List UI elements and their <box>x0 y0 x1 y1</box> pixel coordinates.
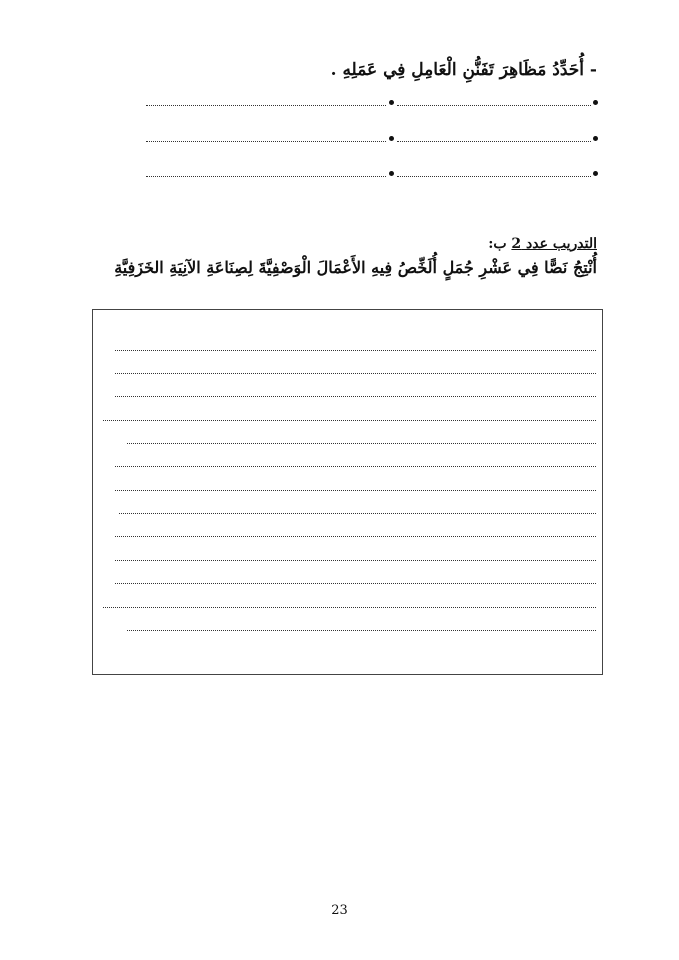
bullet-icon <box>593 100 598 105</box>
bullet-icon <box>389 171 394 176</box>
writing-line[interactable] <box>115 350 596 351</box>
page-number: 23 <box>331 903 348 918</box>
writing-line[interactable] <box>115 536 596 537</box>
answer-line-right[interactable] <box>397 131 591 142</box>
exercise-instruction: أُنْتِجُ نَصًّا فِي عَشْرِ جُمَلٍ أُلَخِّصُ فِيهِ الأَعْمَالَ الْوَصْفِيَّةَ لِصِنَاعَةِ الآنِيَةِ الخَزَفِيَّةِ <box>114 258 597 277</box>
writing-line[interactable] <box>115 490 596 491</box>
writing-line[interactable] <box>115 396 596 397</box>
exercise-title-label: التدريب عدد 2 <box>511 236 597 252</box>
bullet-icon <box>593 136 598 141</box>
writing-line[interactable] <box>103 420 596 421</box>
writing-line[interactable] <box>115 583 596 584</box>
bullet-icon <box>389 100 394 105</box>
answer-row <box>146 166 598 178</box>
bullet-icon <box>389 136 394 141</box>
writing-line[interactable] <box>115 373 596 374</box>
writing-line[interactable] <box>103 607 596 608</box>
answer-row <box>146 95 598 107</box>
answer-line-left[interactable] <box>146 131 386 142</box>
writing-line[interactable] <box>115 560 596 561</box>
writing-box <box>92 309 603 675</box>
answer-line-left[interactable] <box>146 95 386 106</box>
writing-line[interactable] <box>115 466 596 467</box>
question-heading: - أُحَدِّدُ مَظَاهِرَ تَفَنُّنِ الْعَامِلِ فِي عَمَلِهِ . <box>330 60 597 80</box>
exercise-title-suffix: ب: <box>488 236 512 252</box>
answer-line-right[interactable] <box>397 166 591 177</box>
answer-line-right[interactable] <box>397 95 591 106</box>
answer-line-left[interactable] <box>146 166 386 177</box>
bullet-icon <box>593 171 598 176</box>
answer-row <box>146 131 598 143</box>
exercise-title <box>488 236 597 252</box>
writing-line[interactable] <box>127 443 596 444</box>
writing-line[interactable] <box>127 630 596 631</box>
writing-line[interactable] <box>119 513 596 514</box>
